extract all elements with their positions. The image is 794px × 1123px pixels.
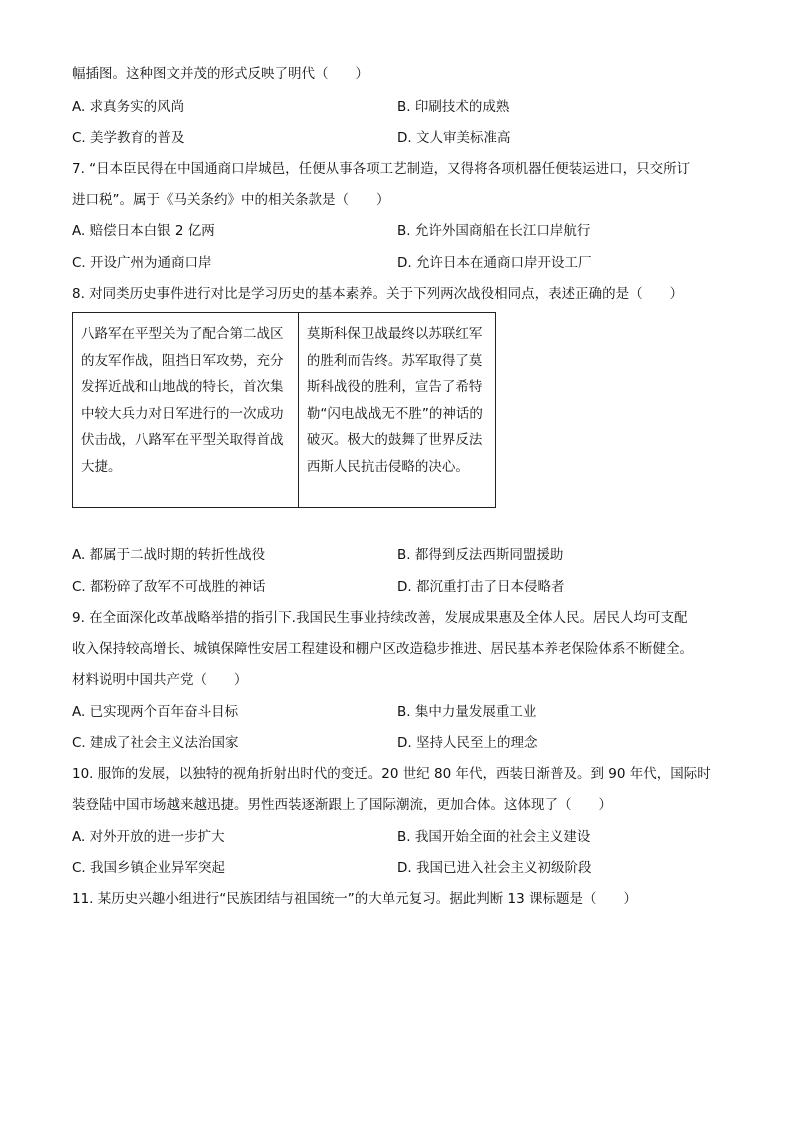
q8-option-b[interactable]: B. 都得到反法西斯同盟援助 [397,547,564,563]
q8-option-d[interactable]: D. 都沉重打击了日本侵略者 [397,579,565,595]
q9-option-c[interactable]: C. 建成了社会主义法治国家 [72,735,239,751]
q6-option-a[interactable]: A. 求真务实的风尚 [72,99,185,115]
q7-option-b[interactable]: B. 允许外国商船在长江口岸航行 [397,223,591,239]
q8-table-cell-moscow: 莫斯科保卫战最终以苏联红军的胜利而告终。苏军取得了莫斯科战役的胜利，宣告了希特勒“闪电战战无不胜”的神话的破灭。极大的鼓舞了世界反法西斯人民抗击侵略的决心。 [306,326,483,475]
q7-stem-line2: 进口税”。属于《马关条约》中的相关条款是（ ） [72,192,390,208]
q9-stem-line2: 收入保持较高增长、城镇保障性安居工程建设和棚户区改造稳步推进、居民基本养老保险体系不断健全。 [72,641,693,657]
q10-option-a[interactable]: A. 对外开放的进一步扩大 [72,829,225,845]
q10-stem-line1: 10. 服饰的发展，以独特的视角折射出时代的变迁。20 世纪 80 年代，西装日渐普及。到 90 年代，国际时 [72,766,711,782]
q6-option-c[interactable]: C. 美学教育的普及 [72,130,185,146]
q9-option-d[interactable]: D. 坚持人民至上的理念 [397,735,538,751]
q9-option-a[interactable]: A. 已实现两个百年奋斗目标 [72,704,239,720]
q10-stem-line2: 装登陆中国市场越来越迅捷。男性西装逐渐跟上了国际潮流，更加合体。这体现了（ ） [72,797,612,813]
q6-option-d[interactable]: D. 文人审美标准高 [397,130,511,146]
q8-stem: 8. 对同类历史事件进行对比是学习历史的基本素养。关于下列两次战役相同点，表述正确的是（ ） [72,286,684,302]
q9-stem-line3: 材料说明中国共产党（ ） [72,672,248,688]
q9-option-b[interactable]: B. 集中力量发展重工业 [397,704,537,720]
q6-option-b[interactable]: B. 印刷技术的成熟 [397,99,510,115]
q8-option-a[interactable]: A. 都属于二战时期的转折性战役 [72,547,266,563]
q7-option-a[interactable]: A. 赔偿日本白银 2 亿两 [72,223,215,239]
q10-option-b[interactable]: B. 我国开始全面的社会主义建设 [397,829,591,845]
q8-comparison-table [72,312,496,508]
q6-stem: 幅插图。这种图文并茂的形式反映了明代（ ） [72,66,369,82]
q7-option-d[interactable]: D. 允许日本在通商口岸开设工厂 [397,255,592,271]
q10-option-d[interactable]: D. 我国已进入社会主义初级阶段 [397,860,592,876]
q9-stem-line1: 9. 在全面深化改革战略举措的指引下.我国民生事业持续改善，发展成果惠及全体人民。居民人均可支配 [72,610,688,626]
q10-option-c[interactable]: C. 我国乡镇企业异军突起 [72,860,226,876]
q7-option-c[interactable]: C. 开设广州为通商口岸 [72,255,212,271]
q7-stem-line1: 7. “日本臣民得在中国通商口岸城邑，任便从事各项工艺制造，又得将各项机器任便装运进口，只交所订 [72,161,691,177]
q11-stem: 11. 某历史兴趣小组进行“民族团结与祖国统一”的大单元复习。据此判断 13 课标题是（ ） [72,891,638,907]
q8-table-cell-pingxingguan: 八路军在平型关为了配合第二战区的友军作战，阻挡日军攻势，充分发挥近战和山地战的特长，首次集中较大兵力对日军进行的一次成功伏击战，八路军在平型关取得首战大捷。 [73,313,299,507]
q8-option-c[interactable]: C. 都粉碎了敌军不可战胜的神话 [72,579,266,595]
